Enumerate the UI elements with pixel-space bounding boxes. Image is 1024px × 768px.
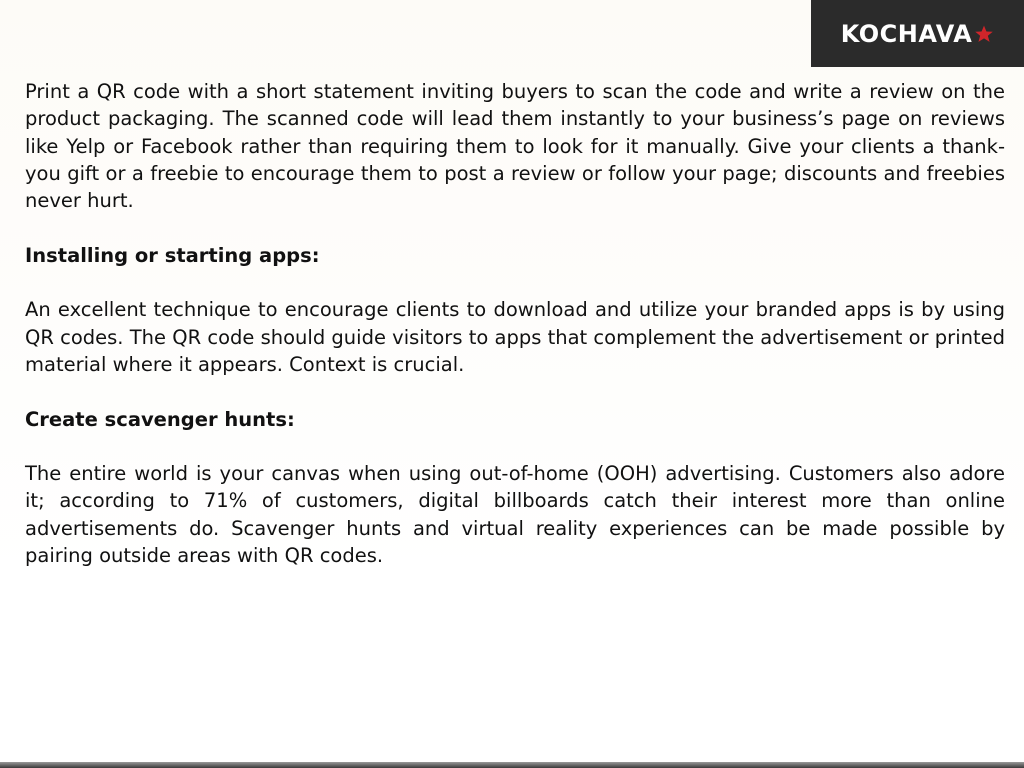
spacer	[25, 214, 1005, 241]
paragraph-ooh: The entire world is your canvas when using out-of-home (OOH) advertising. Customers also adore it; according to 71% of customers, digital billboards catch their interest more than online advertisements do. Scavenger hunts and virtual reality experiences can be made possible by pairing outside areas with QR codes.	[25, 462, 1005, 568]
paragraph-reviews: Print a QR code with a short statement inviting buyers to scan the code and write a review on the product packaging. The scanned code will lead them instantly to your business’s page on reviews like Yelp or Facebook rather than requiring them to look for it manually. Give your clients a thank-you gift or a freebie to encourage them to post a review or follow your page; discounts and freebies never hurt.	[25, 80, 1005, 213]
heading-installing-apps: Installing or starting apps:	[25, 243, 320, 267]
bottom-border	[0, 762, 1024, 768]
heading-scavenger-hunts: Create scavenger hunts:	[25, 407, 295, 431]
spacer	[25, 269, 1005, 296]
slide-content	[25, 78, 1005, 569]
spacer	[25, 433, 1005, 460]
logo-wordmark: KOCHAVA	[840, 19, 973, 48]
star-icon	[974, 24, 994, 44]
paragraph-apps: An excellent technique to encourage clients to download and utilize your branded apps is by using QR codes. The QR code should guide visitors to apps that complement the advertisement or printed material where it appears. Context is crucial.	[25, 298, 1005, 376]
spacer	[25, 378, 1005, 405]
kochava-logo	[811, 0, 1024, 67]
